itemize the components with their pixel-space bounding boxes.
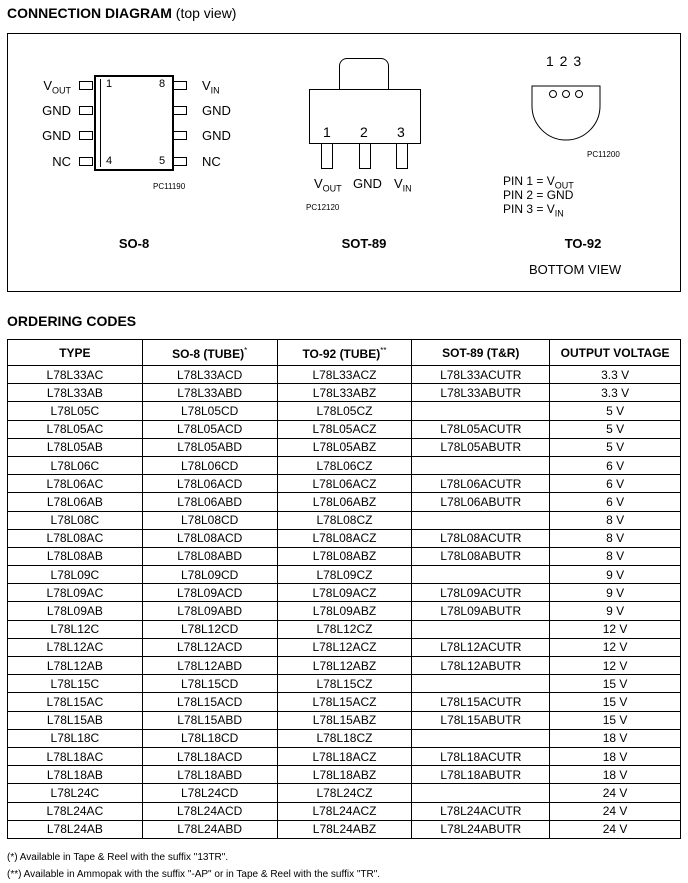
cell-sot89-code	[412, 620, 550, 638]
cell-so8-code: L78L18ACD	[142, 747, 277, 765]
ordering-codes-heading: ORDERING CODES	[7, 313, 137, 329]
cell-type: L78L18AC	[8, 747, 143, 765]
cell-so8-code: L78L12CD	[142, 620, 277, 638]
cell-so8-code: L78L08ABD	[142, 547, 277, 565]
cell-to92-code: L78L15ACZ	[277, 693, 412, 711]
cell-type: L78L08AB	[8, 547, 143, 565]
cell-type: L78L08AC	[8, 529, 143, 547]
table-row	[8, 766, 681, 784]
table-row	[8, 366, 681, 384]
column-header-type: TYPE	[8, 340, 143, 366]
cell-sot89-code	[412, 729, 550, 747]
cell-to92-code: L78L33ACZ	[277, 366, 412, 384]
cell-to92-code: L78L24CZ	[277, 784, 412, 802]
table-row	[8, 620, 681, 638]
so8-package-label: SO-8	[118, 236, 150, 251]
cell-to92-code: L78L15ABZ	[277, 711, 412, 729]
so8-pin-stub	[173, 157, 187, 166]
column-header-sot89: SOT-89 (T&R)	[412, 340, 550, 366]
cell-so8-code: L78L06ACD	[142, 475, 277, 493]
cell-output-voltage: 12 V	[550, 638, 681, 656]
cell-type: L78L05AC	[8, 420, 143, 438]
cell-to92-code: L78L08ABZ	[277, 547, 412, 565]
column-header-output-voltage: OUTPUT VOLTAGE	[550, 340, 681, 366]
cell-so8-code: L78L33ABD	[142, 384, 277, 402]
cell-output-voltage: 24 V	[550, 820, 681, 838]
sot89-lead	[321, 143, 333, 169]
cell-output-voltage: 6 V	[550, 493, 681, 511]
sot89-pin-name: $V_{IN}$	[394, 176, 412, 194]
cell-sot89-code: L78L12ACUTR	[412, 638, 550, 656]
sot89-pin-number: 1	[323, 124, 331, 140]
cell-output-voltage: 15 V	[550, 693, 681, 711]
table-row	[8, 584, 681, 602]
cell-output-voltage: 3.3 V	[550, 384, 681, 402]
cell-type: L78L24C	[8, 784, 143, 802]
cell-so8-code: L78L05ACD	[142, 420, 277, 438]
cell-so8-code: L78L06ABD	[142, 493, 277, 511]
cell-output-voltage: 8 V	[550, 547, 681, 565]
cell-so8-code: L78L05CD	[142, 402, 277, 420]
sot89-lead	[359, 143, 371, 169]
so8-left-pin-label: GND	[42, 103, 71, 118]
cell-to92-code: L78L12ABZ	[277, 657, 412, 675]
cell-type: L78L15C	[8, 675, 143, 693]
cell-type: L78L08C	[8, 511, 143, 529]
cell-type: L78L12AB	[8, 657, 143, 675]
connection-diagram-subtitle: (top view)	[175, 5, 237, 21]
cell-sot89-code: L78L18ACUTR	[412, 747, 550, 765]
so8-right-pin-label: GND	[202, 103, 231, 118]
cell-so8-code: L78L06CD	[142, 456, 277, 474]
ordering-table-body	[8, 366, 681, 839]
table-row	[8, 711, 681, 729]
cell-so8-code: L78L09CD	[142, 566, 277, 584]
cell-type: L78L06AC	[8, 475, 143, 493]
sot89-pin-name: GND	[353, 176, 382, 191]
so8-pin-stub	[79, 81, 93, 90]
cell-sot89-code: L78L33ABUTR	[412, 384, 550, 402]
cell-to92-code: L78L24ACZ	[277, 802, 412, 820]
cell-so8-code: L78L09ACD	[142, 584, 277, 602]
cell-so8-code: L78L15ACD	[142, 693, 277, 711]
cell-output-voltage: 8 V	[550, 511, 681, 529]
cell-to92-code: L78L05CZ	[277, 402, 412, 420]
cell-output-voltage: 6 V	[550, 475, 681, 493]
cell-sot89-code: L78L24ACUTR	[412, 802, 550, 820]
cell-sot89-code: L78L08ACUTR	[412, 529, 550, 547]
cell-to92-code: L78L06ACZ	[277, 475, 412, 493]
cell-sot89-code: L78L24ABUTR	[412, 820, 550, 838]
cell-output-voltage: 9 V	[550, 566, 681, 584]
cell-type: L78L24AB	[8, 820, 143, 838]
cell-sot89-code: L78L09ACUTR	[412, 584, 550, 602]
cell-sot89-code	[412, 784, 550, 802]
table-row	[8, 493, 681, 511]
cell-output-voltage: 6 V	[550, 456, 681, 474]
cell-sot89-code: L78L15ABUTR	[412, 711, 550, 729]
so8-pin5-number: 5	[159, 155, 166, 167]
cell-output-voltage: 5 V	[550, 420, 681, 438]
cell-type: L78L12AC	[8, 638, 143, 656]
cell-output-voltage: 15 V	[550, 675, 681, 693]
cell-sot89-code: L78L06ACUTR	[412, 475, 550, 493]
sot89-pin-number: 3	[397, 124, 405, 140]
table-row	[8, 729, 681, 747]
cell-type: L78L15AB	[8, 711, 143, 729]
cell-so8-code: L78L24ABD	[142, 820, 277, 838]
cell-to92-code: L78L33ABZ	[277, 384, 412, 402]
cell-output-voltage: 18 V	[550, 766, 681, 784]
cell-type: L78L05AB	[8, 438, 143, 456]
cell-sot89-code	[412, 402, 550, 420]
column-header-to92: TO-92 (TUBE)**	[277, 340, 412, 366]
cell-to92-code: L78L06ABZ	[277, 493, 412, 511]
so8-pin-stub	[79, 106, 93, 115]
sot89-tab	[339, 58, 389, 90]
so8-left-pin-label: $V_{OUT}$	[43, 78, 71, 96]
table-row	[8, 784, 681, 802]
cell-sot89-code: L78L05ABUTR	[412, 438, 550, 456]
cell-to92-code: L78L18CZ	[277, 729, 412, 747]
cell-to92-code: L78L15CZ	[277, 675, 412, 693]
cell-type: L78L33AC	[8, 366, 143, 384]
cell-sot89-code	[412, 566, 550, 584]
so8-pin-stub	[79, 131, 93, 140]
table-header-row	[8, 340, 681, 366]
cell-to92-code: L78L08CZ	[277, 511, 412, 529]
table-row	[8, 456, 681, 474]
cell-type: L78L15AC	[8, 693, 143, 711]
to92-pin-legend: PIN $1 = V_{OUT}$	[503, 174, 574, 191]
cell-so8-code: L78L09ABD	[142, 602, 277, 620]
cell-output-voltage: 9 V	[550, 602, 681, 620]
cell-sot89-code	[412, 456, 550, 474]
table-row	[8, 384, 681, 402]
table-row	[8, 547, 681, 565]
so8-right-pin-label: GND	[202, 128, 231, 143]
cell-so8-code: L78L08CD	[142, 511, 277, 529]
so8-pin-stub	[173, 106, 187, 115]
cell-to92-code: L78L09ACZ	[277, 584, 412, 602]
cell-output-voltage: 18 V	[550, 747, 681, 765]
cell-sot89-code: L78L06ABUTR	[412, 493, 550, 511]
cell-to92-code: L78L05ABZ	[277, 438, 412, 456]
connection-diagram-heading	[7, 5, 236, 21]
cell-so8-code: L78L24ACD	[142, 802, 277, 820]
cell-to92-code: L78L05ACZ	[277, 420, 412, 438]
cell-type: L78L06C	[8, 456, 143, 474]
footnote-tape-reel: (*) Available in Tape & Reel with the suffix "13TR".	[7, 852, 229, 863]
cell-output-voltage: 3.3 V	[550, 366, 681, 384]
so8-pin-stub	[79, 157, 93, 166]
cell-sot89-code: L78L33ACUTR	[412, 366, 550, 384]
cell-to92-code: L78L09ABZ	[277, 602, 412, 620]
cell-to92-code: L78L08ACZ	[277, 529, 412, 547]
cell-to92-code: L78L12CZ	[277, 620, 412, 638]
table-row	[8, 693, 681, 711]
cell-type: L78L06AB	[8, 493, 143, 511]
so8-left-pin-label: GND	[42, 128, 71, 143]
connection-diagram-title: CONNECTION DIAGRAM	[7, 5, 172, 21]
cell-sot89-code: L78L05ACUTR	[412, 420, 550, 438]
table-row	[8, 511, 681, 529]
sot89-pin-name: $V_{OUT}$	[314, 176, 342, 194]
cell-sot89-code: L78L08ABUTR	[412, 547, 550, 565]
table-row	[8, 475, 681, 493]
to92-package-label: TO-92	[564, 236, 602, 251]
table-row	[8, 657, 681, 675]
table-row	[8, 529, 681, 547]
sot89-drawing-code: PC12120	[306, 203, 340, 212]
cell-to92-code: L78L12ACZ	[277, 638, 412, 656]
so8-pin1-marker	[100, 79, 101, 167]
sot89-package-label: SOT-89	[341, 236, 387, 251]
cell-type: L78L09AC	[8, 584, 143, 602]
cell-so8-code: L78L18CD	[142, 729, 277, 747]
cell-type: L78L18AB	[8, 766, 143, 784]
sot89-lead	[396, 143, 408, 169]
cell-type: L78L12C	[8, 620, 143, 638]
table-row	[8, 802, 681, 820]
cell-sot89-code	[412, 675, 550, 693]
so8-right-pin-label: $V_{IN}$	[202, 78, 220, 96]
so8-pin-stub	[173, 131, 187, 140]
cell-sot89-code: L78L15ACUTR	[412, 693, 550, 711]
cell-type: L78L24AC	[8, 802, 143, 820]
cell-type: L78L18C	[8, 729, 143, 747]
cell-type: L78L33AB	[8, 384, 143, 402]
cell-output-voltage: 18 V	[550, 729, 681, 747]
to92-view-label: BOTTOM VIEW	[529, 262, 622, 277]
table-row	[8, 820, 681, 838]
to92-pin-legend: PIN $3 = V_{IN}$	[503, 202, 564, 219]
so8-pin4-number: 4	[106, 155, 113, 167]
cell-so8-code: L78L24CD	[142, 784, 277, 802]
cell-sot89-code: L78L18ABUTR	[412, 766, 550, 784]
cell-so8-code: L78L12ACD	[142, 638, 277, 656]
cell-so8-code: L78L33ACD	[142, 366, 277, 384]
cell-output-voltage: 5 V	[550, 438, 681, 456]
cell-to92-code: L78L06CZ	[277, 456, 412, 474]
cell-output-voltage: 24 V	[550, 802, 681, 820]
so8-pin-stub	[173, 81, 187, 90]
cell-output-voltage: 24 V	[550, 784, 681, 802]
cell-to92-code: L78L24ABZ	[277, 820, 412, 838]
so8-drawing-code: PC11190	[153, 182, 186, 191]
cell-so8-code: L78L08ACD	[142, 529, 277, 547]
so8-pin1-number: 1	[106, 78, 113, 90]
connection-diagram-box	[7, 33, 681, 292]
table-row	[8, 438, 681, 456]
cell-so8-code: L78L12ABD	[142, 657, 277, 675]
cell-so8-code: L78L15CD	[142, 675, 277, 693]
column-header-so8: SO-8 (TUBE)*	[142, 340, 277, 366]
cell-output-voltage: 5 V	[550, 402, 681, 420]
table-row	[8, 747, 681, 765]
to92-outline	[526, 66, 606, 146]
cell-output-voltage: 12 V	[550, 620, 681, 638]
cell-type: L78L09AB	[8, 602, 143, 620]
ordering-codes-table	[7, 339, 681, 839]
table-row	[8, 602, 681, 620]
table-row	[8, 402, 681, 420]
so8-left-pin-label: NC	[52, 154, 71, 169]
cell-sot89-code	[412, 511, 550, 529]
cell-output-voltage: 12 V	[550, 657, 681, 675]
cell-so8-code: L78L05ABD	[142, 438, 277, 456]
cell-to92-code: L78L18ACZ	[277, 747, 412, 765]
to92-pin-numbers: 1 2 3	[546, 53, 583, 69]
cell-type: L78L05C	[8, 402, 143, 420]
to92-pin-legend: PIN 2 = GND	[503, 188, 574, 202]
cell-output-voltage: 8 V	[550, 529, 681, 547]
cell-so8-code: L78L18ABD	[142, 766, 277, 784]
cell-output-voltage: 15 V	[550, 711, 681, 729]
table-row	[8, 638, 681, 656]
so8-pin8-number: 8	[159, 78, 166, 90]
table-row	[8, 675, 681, 693]
cell-to92-code: L78L09CZ	[277, 566, 412, 584]
cell-to92-code: L78L18ABZ	[277, 766, 412, 784]
cell-output-voltage: 9 V	[550, 584, 681, 602]
table-row	[8, 566, 681, 584]
table-row	[8, 420, 681, 438]
sot89-pin-number: 2	[360, 124, 368, 140]
footnote-ammopak: (**) Available in Ammopak with the suffix "-AP" or in Tape & Reel with the suffix "TR".	[7, 869, 381, 880]
cell-sot89-code: L78L09ABUTR	[412, 602, 550, 620]
cell-sot89-code: L78L12ABUTR	[412, 657, 550, 675]
cell-so8-code: L78L15ABD	[142, 711, 277, 729]
to92-drawing-code: PC11200	[587, 150, 620, 159]
cell-type: L78L09C	[8, 566, 143, 584]
so8-right-pin-label: NC	[202, 154, 221, 169]
